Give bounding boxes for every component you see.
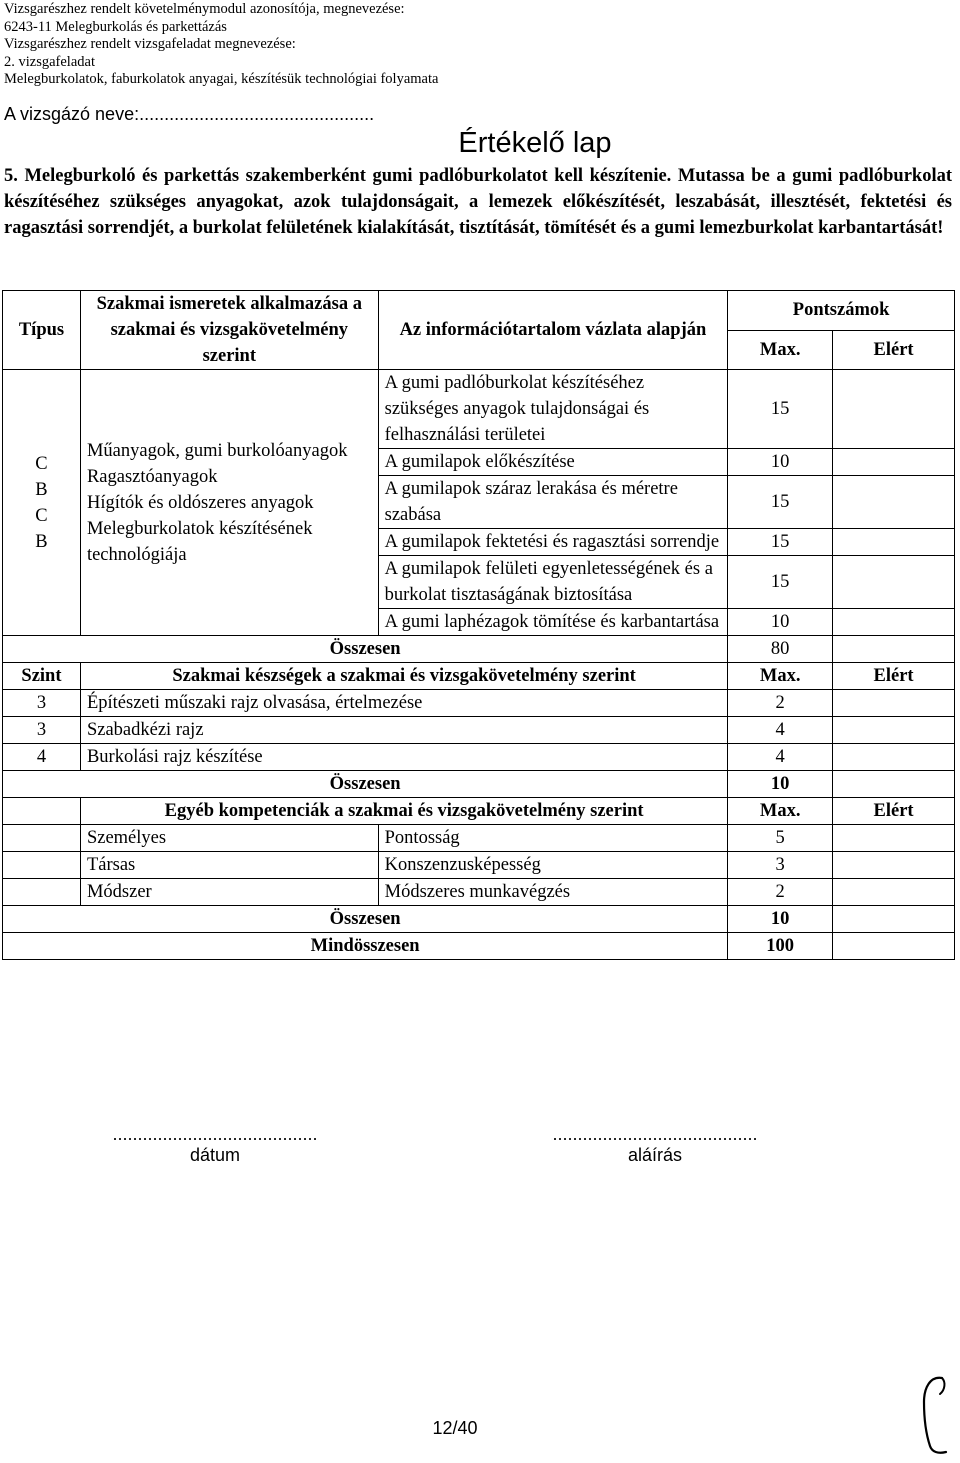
skill-elert[interactable]: [833, 690, 955, 717]
skill-level: 3: [3, 717, 81, 744]
competence-category: Társas: [80, 852, 378, 879]
col-header-elert: Elért: [833, 330, 955, 370]
col-header-elert: Elért: [833, 663, 955, 690]
info-elert[interactable]: [833, 529, 955, 556]
info-elert[interactable]: [833, 476, 955, 529]
competence-category: Személyes: [80, 825, 378, 852]
info-max: 10: [728, 609, 833, 636]
subtotal-max: 10: [728, 906, 833, 933]
info-text: A gumilapok előkészítése: [378, 449, 728, 476]
task-description: 5. Melegburkoló és parkettás szakemberként gumi padlóburkolatot kell készítenie. Mutassa be a gumi padlóburkolat készítéséhez szükséges anyagokat, azok tulajdonságait, a lemezek előkészítését, leszabását, illesztését, fektetési és ragasztási sorrendjét, a burkolat felületének kialakítását, tisztítását, tömítését és a gumi lemezburkolat karbantartását!: [4, 166, 952, 238]
grand-total-elert[interactable]: [833, 933, 955, 960]
knowledge-cell: [80, 370, 378, 636]
info-max: 15: [728, 370, 833, 449]
examinee-name-line: A vizsgázó neve:...............................................: [4, 104, 375, 124]
page-title: Értékelő lap: [458, 127, 612, 159]
signature-dots: .........................................: [552, 1124, 758, 1144]
skill-level: 3: [3, 690, 81, 717]
date-block: [80, 1124, 350, 1166]
subtotal-label: Összesen: [3, 906, 728, 933]
competence-max: 2: [728, 879, 833, 906]
col-header-tipus: Típus: [3, 291, 81, 370]
header-line: 6243-11 Melegburkolás és parkettázás: [4, 18, 227, 35]
empty-cell: [3, 879, 81, 906]
skill-elert[interactable]: [833, 744, 955, 771]
col-header-max: Max.: [728, 663, 833, 690]
knowledge-item: Hígítók és oldószeres anyagok: [86, 492, 314, 513]
info-text: A gumi padlóburkolat készítéséhez szükséges anyagok tulajdonságai és felhasználási területei: [378, 370, 728, 449]
knowledge-item: Melegburkolatok készítésének technológiája: [86, 518, 313, 565]
skill-text: Építészeti műszaki rajz olvasása, értelmezése: [80, 690, 727, 717]
type-code: B: [35, 531, 48, 552]
subtotal-elert[interactable]: [833, 636, 955, 663]
competence-item: Pontosság: [378, 825, 728, 852]
knowledge-item: Műanyagok, gumi burkolóanyagok: [86, 440, 348, 461]
signature-block: [520, 1124, 790, 1166]
subtotal-elert[interactable]: [833, 906, 955, 933]
info-max: 15: [728, 476, 833, 529]
subtotal-label: Összesen: [3, 636, 728, 663]
type-code: B: [35, 479, 48, 500]
handwritten-initial-mark: [912, 1368, 956, 1458]
header-line: Melegburkolatok, faburkolatok anyagai, készítésük technológiai folyamata: [4, 71, 439, 87]
subtotal-label: Összesen: [3, 771, 728, 798]
type-code: C: [35, 505, 48, 526]
info-text: A gumilapok felületi egyenletességének és a burkolat tisztaságának biztosítása: [378, 556, 728, 609]
col-header-elert: Elért: [833, 798, 955, 825]
types-cell: [3, 370, 81, 636]
info-max: 10: [728, 449, 833, 476]
info-text: A gumi laphézagok tömítése és karbantartása: [378, 609, 728, 636]
page-number: 12/40: [432, 1418, 478, 1438]
info-elert[interactable]: [833, 609, 955, 636]
info-text: A gumilapok száraz lerakása és méretre szabása: [378, 476, 728, 529]
info-max: 15: [728, 556, 833, 609]
header-line: 2. vizsgafeladat: [4, 53, 95, 70]
skill-text: Burkolási rajz készítése: [80, 744, 727, 771]
col-header-knowledge: Szakmai ismeretek alkalmazása a szakmai és vizsgakövetelmény szerint: [80, 291, 378, 370]
col-header-max: Max.: [728, 798, 833, 825]
grand-total-max: 100: [728, 933, 833, 960]
competence-max: 3: [728, 852, 833, 879]
info-elert[interactable]: [833, 556, 955, 609]
skills-header: Szakmai készségek a szakmai és vizsgakövetelmény szerint: [80, 663, 727, 690]
other-header: Egyéb kompetenciák a szakmai és vizsgakövetelmény szerint: [80, 798, 727, 825]
evaluation-table: [2, 290, 955, 960]
date-dots: .........................................: [112, 1124, 318, 1144]
header-block: [4, 1, 438, 89]
knowledge-item: Ragasztóanyagok: [86, 466, 218, 487]
competence-max: 5: [728, 825, 833, 852]
subtotal-max: 80: [728, 636, 833, 663]
competence-category: Módszer: [80, 879, 378, 906]
skill-max: 4: [728, 717, 833, 744]
competence-item: Módszeres munkavégzés: [378, 879, 728, 906]
competence-elert[interactable]: [833, 825, 955, 852]
info-elert[interactable]: [833, 449, 955, 476]
empty-cell: [3, 825, 81, 852]
skill-text: Szabadkézi rajz: [80, 717, 727, 744]
col-header-points: Pontszámok: [728, 291, 955, 331]
subtotal-max: 10: [728, 771, 833, 798]
info-max: 15: [728, 529, 833, 556]
empty-cell: [3, 852, 81, 879]
skill-max: 2: [728, 690, 833, 717]
header-line: Vizsgarészhez rendelt követelménymodul azonosítója, megnevezése:: [4, 1, 405, 17]
info-elert[interactable]: [833, 370, 955, 449]
subtotal-elert[interactable]: [833, 771, 955, 798]
info-text: A gumilapok fektetési és ragasztási sorrendje: [378, 529, 728, 556]
header-line: Vizsgarészhez rendelt vizsgafeladat megnevezése:: [4, 36, 296, 52]
skill-level: 4: [3, 744, 81, 771]
competence-item: Konszenzusképesség: [378, 852, 728, 879]
grand-total-label: Mindösszesen: [3, 933, 728, 960]
signature-label: aláírás: [627, 1145, 683, 1165]
competence-elert[interactable]: [833, 879, 955, 906]
type-code: C: [35, 453, 48, 474]
skill-elert[interactable]: [833, 717, 955, 744]
col-header-info: Az információtartalom vázlata alapján: [378, 291, 728, 370]
empty-cell: [3, 798, 81, 825]
col-header-szint: Szint: [3, 663, 81, 690]
col-header-max: Max.: [728, 330, 833, 370]
date-label: dátum: [189, 1145, 241, 1165]
skill-max: 4: [728, 744, 833, 771]
competence-elert[interactable]: [833, 852, 955, 879]
